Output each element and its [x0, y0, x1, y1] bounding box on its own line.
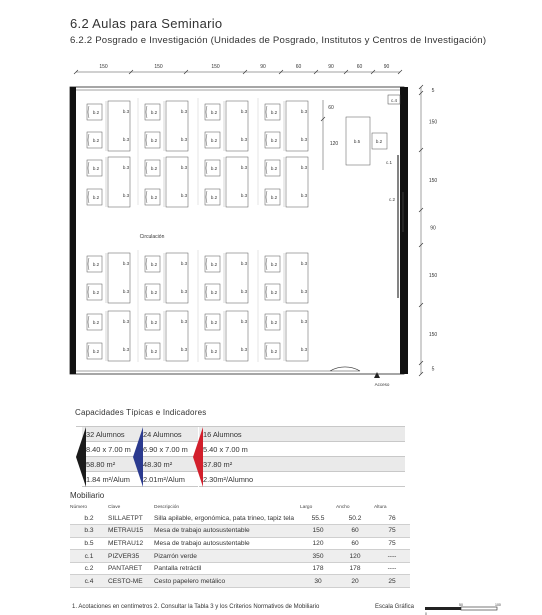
furniture-cell-number: b.3 — [70, 525, 108, 538]
furniture-cell-width: 178 — [336, 562, 374, 575]
scale-tick-label: 100 — [495, 603, 501, 607]
chair-label: b.2 — [210, 262, 218, 267]
right-dimension-label: 150 — [428, 178, 438, 184]
access-arrow — [374, 372, 380, 378]
capacity-students: 24 Alumnos — [139, 427, 198, 442]
furniture-cell-length: 178 — [300, 562, 336, 575]
chair-label: b.2 — [92, 349, 100, 354]
chair-label: b.2 — [270, 195, 278, 200]
chair-label: b.2 — [210, 166, 218, 171]
furniture-cell-description: Mesa de trabajo autosustentable — [154, 525, 300, 538]
chair-label: b.2 — [92, 262, 100, 267]
chair-label: b.2 — [270, 110, 278, 115]
table-label: b.3 — [300, 319, 308, 324]
chair-label: b.2 — [92, 320, 100, 325]
capacity-area: 37.80 m² — [199, 457, 405, 472]
table-label: b.3 — [122, 165, 130, 170]
furniture-cell-description: Cesto papelero metálico — [154, 575, 300, 588]
furniture-header-row — [70, 502, 410, 512]
table-label: b.3 — [240, 261, 248, 266]
header-width: Ancho — [336, 504, 350, 510]
capacity-ratio: 2.01m²/Alum — [139, 472, 198, 487]
chair-label: b.2 — [150, 349, 158, 354]
capacity-marker-blue — [133, 427, 143, 487]
teacher-table-label: b.5 — [353, 139, 361, 144]
right-dimension-label: 90 — [430, 225, 436, 232]
table-label: b.3 — [300, 347, 308, 352]
furniture-cell-key: CESTO-ME — [108, 575, 154, 588]
page-subtitle: 6.2.2 Posgrado e Investigación (Unidades de Posgrado, Institutos y Centros de Investigación) — [70, 35, 487, 46]
furniture-cell-height: 75 — [374, 537, 410, 550]
capacity-dimensions: 6.90 x 7.00 m — [139, 442, 198, 457]
furniture-cell-length: 120 — [300, 537, 336, 550]
table-label: b.3 — [300, 193, 308, 198]
chair-label: b.2 — [270, 138, 278, 143]
furniture-cell-length: 150 — [300, 525, 336, 538]
board-label: c.1 — [385, 160, 392, 165]
furniture-cell-length: 55.5 — [300, 512, 336, 525]
furniture-cell-height: 75 — [374, 525, 410, 538]
chair-label: b.2 — [150, 110, 158, 115]
capacity-students: 16 Alumnos — [199, 427, 405, 442]
table-label: b.3 — [240, 165, 248, 170]
capacity-ratio: 2.30m²/Alumno — [199, 472, 405, 487]
capacity-group-16 — [193, 426, 405, 486]
furniture-cell-number: c.4 — [70, 575, 108, 588]
furniture-row — [70, 537, 410, 550]
furniture-cell-height: 76 — [374, 512, 410, 525]
furniture-cell-key: PIZVER35 — [108, 550, 154, 563]
furniture-row — [70, 525, 410, 538]
chair-label: b.2 — [270, 290, 278, 295]
header-height: Altura — [374, 504, 387, 510]
table-label: b.3 — [180, 165, 188, 170]
table-label: b.3 — [122, 261, 130, 266]
capacities-title: Capacidades Típicas e Indicadores — [75, 408, 207, 417]
left-wall — [70, 87, 76, 374]
capacity-marker-black — [76, 427, 86, 487]
capacity-dimensions: 5.40 x 7.00 m — [199, 442, 405, 457]
header-number: Número — [70, 504, 88, 510]
table-label: b.3 — [300, 137, 308, 142]
chair-label: b.2 — [92, 138, 100, 143]
chair-label: b.2 — [92, 195, 100, 200]
furniture-cell-width: 50.2 — [336, 512, 374, 525]
table-label: b.3 — [180, 193, 188, 198]
capacity-area: 58.80 m² — [82, 457, 141, 472]
header-length: Largo — [300, 504, 313, 510]
top-dimension-label: 90 — [260, 64, 266, 70]
furniture-cell-height: ---- — [374, 550, 410, 563]
table-label: b.3 — [240, 109, 248, 114]
furniture-cell-description: Pantalla retráctil — [154, 562, 300, 575]
chair-label: b.2 — [150, 320, 158, 325]
header-key: Clave — [108, 504, 121, 510]
table-label: b.3 — [300, 109, 308, 114]
furniture-row — [70, 550, 410, 563]
furniture-table — [70, 502, 410, 588]
furniture-cell-number: b.2 — [70, 512, 108, 525]
furniture-row — [70, 512, 410, 525]
chair-label: b.2 — [210, 110, 218, 115]
chair-label: b.2 — [92, 166, 100, 171]
cabinet-label: c.4 — [390, 98, 398, 103]
furniture-cell-description: Silla apilable, ergonómica, pata trineo, tapiz tela — [154, 512, 300, 525]
chair-label: b.2 — [150, 166, 158, 171]
chair-label: b.2 — [270, 262, 278, 267]
table-label: b.3 — [240, 347, 248, 352]
table-label: b.3 — [300, 165, 308, 170]
furniture-cell-length: 350 — [300, 550, 336, 563]
table-label: b.3 — [122, 347, 130, 352]
table-label: b.3 — [240, 319, 248, 324]
chair-label: b.2 — [210, 138, 218, 143]
top-dimension-label: 150 — [211, 64, 220, 70]
chair-label: b.2 — [150, 262, 158, 267]
scale-label: Escala Gráfica — [375, 604, 415, 610]
right-dimension-label: 150 — [428, 119, 438, 126]
top-dimension-label: 90 — [383, 64, 390, 70]
teacher-chair-label: b.2 — [375, 139, 383, 144]
table-label: b.3 — [180, 347, 188, 352]
furniture-cell-number: c.1 — [70, 550, 108, 563]
right-dimension-label: 5 — [431, 366, 435, 373]
furniture-cell-key: METRAU15 — [108, 525, 154, 538]
furniture-cell-number: c.2 — [70, 562, 108, 575]
furniture-title: Mobiliario — [70, 491, 105, 500]
chair-label: b.2 — [270, 320, 278, 325]
table-label: b.3 — [240, 289, 248, 294]
scale-tick-label: 0 — [425, 612, 427, 615]
furniture-row — [70, 562, 410, 575]
chair-label: b.2 — [210, 349, 218, 354]
top-dimension-label: 60 — [356, 64, 363, 70]
furniture-row — [70, 575, 410, 588]
top-dimension-label: 150 — [154, 64, 163, 70]
chair-label: b.2 — [270, 349, 278, 354]
furniture-cell-length: 30 — [300, 575, 336, 588]
furniture-cell-key: METRAU12 — [108, 537, 154, 550]
table-label: b.3 — [300, 261, 308, 266]
footer-notes: 1. Acotaciones en centímetros 2. Consultar la Tabla 3 y los Criterios Normativos de Mobiliario — [72, 604, 320, 610]
scale-tick-label: 50 — [459, 603, 463, 607]
furniture-cell-height: 25 — [374, 575, 410, 588]
chair-label: b.2 — [92, 110, 100, 115]
circulation-label: Circulación — [139, 234, 165, 240]
table-label: b.3 — [180, 289, 188, 294]
furniture-cell-description: Mesa de trabajo autosustentable — [154, 537, 300, 550]
chair-label: b.2 — [210, 290, 218, 295]
furniture-cell-number: b.5 — [70, 537, 108, 550]
inner-dimension-label: 120 — [329, 141, 339, 147]
capacity-group-32 — [76, 426, 141, 486]
table-label: b.3 — [240, 137, 248, 142]
table-label: b.3 — [122, 109, 130, 114]
furniture-cell-width: 20 — [336, 575, 374, 588]
table-label: b.3 — [180, 319, 188, 324]
furniture-cell-height: ---- — [374, 562, 410, 575]
furniture-cell-key: SILLAETPT — [108, 512, 154, 525]
capacity-dimensions: 8.40 x 7.00 m — [82, 442, 141, 457]
screen-label: c.2 — [388, 197, 395, 202]
top-dimension-label: 90 — [328, 64, 334, 70]
furniture-cell-key: PANTARET — [108, 562, 154, 575]
table-label: b.3 — [180, 261, 188, 266]
chair-label: b.2 — [150, 138, 158, 143]
top-dimension-label: 60 — [295, 64, 302, 70]
table-label: b.3 — [240, 193, 248, 198]
header-description: Descripción — [154, 504, 180, 510]
capacity-area: 48.30 m² — [139, 457, 198, 472]
top-dimension-label: 150 — [99, 64, 108, 70]
capacity-ratio: 1.84 m²/Alum — [82, 472, 141, 487]
capacity-marker-red — [193, 427, 203, 487]
right-dimension-label: 150 — [428, 273, 438, 279]
right-dimension-label: 5 — [431, 88, 435, 94]
right-wall — [400, 87, 408, 374]
chair-label: b.2 — [150, 195, 158, 200]
table-label: b.3 — [180, 109, 188, 114]
chair-label: b.2 — [150, 290, 158, 295]
access-label: Acceso — [374, 382, 390, 387]
table-label: b.3 — [122, 137, 130, 142]
furniture-cell-width: 120 — [336, 550, 374, 563]
table-label: b.3 — [300, 289, 308, 294]
furniture-cell-width: 60 — [336, 537, 374, 550]
door-swing — [330, 367, 360, 371]
chair-label: b.2 — [210, 195, 218, 200]
capacity-group-24 — [133, 426, 198, 486]
chair-label: b.2 — [92, 290, 100, 295]
table-label: b.3 — [122, 193, 130, 198]
chair-label: b.2 — [210, 320, 218, 325]
right-dimension-label: 150 — [428, 332, 438, 338]
furniture-cell-description: Pizarrón verde — [154, 550, 300, 563]
table-label: b.3 — [122, 319, 130, 324]
capacity-students: 32 Alumnos — [82, 427, 141, 442]
inner-dimension-label: 60 — [328, 105, 334, 111]
furniture-cell-width: 60 — [336, 525, 374, 538]
chair-label: b.2 — [270, 166, 278, 171]
table-label: b.3 — [180, 137, 188, 142]
table-label: b.3 — [122, 289, 130, 294]
page-title: 6.2 Aulas para Seminario — [70, 16, 223, 31]
graphic-scale — [425, 603, 505, 615]
